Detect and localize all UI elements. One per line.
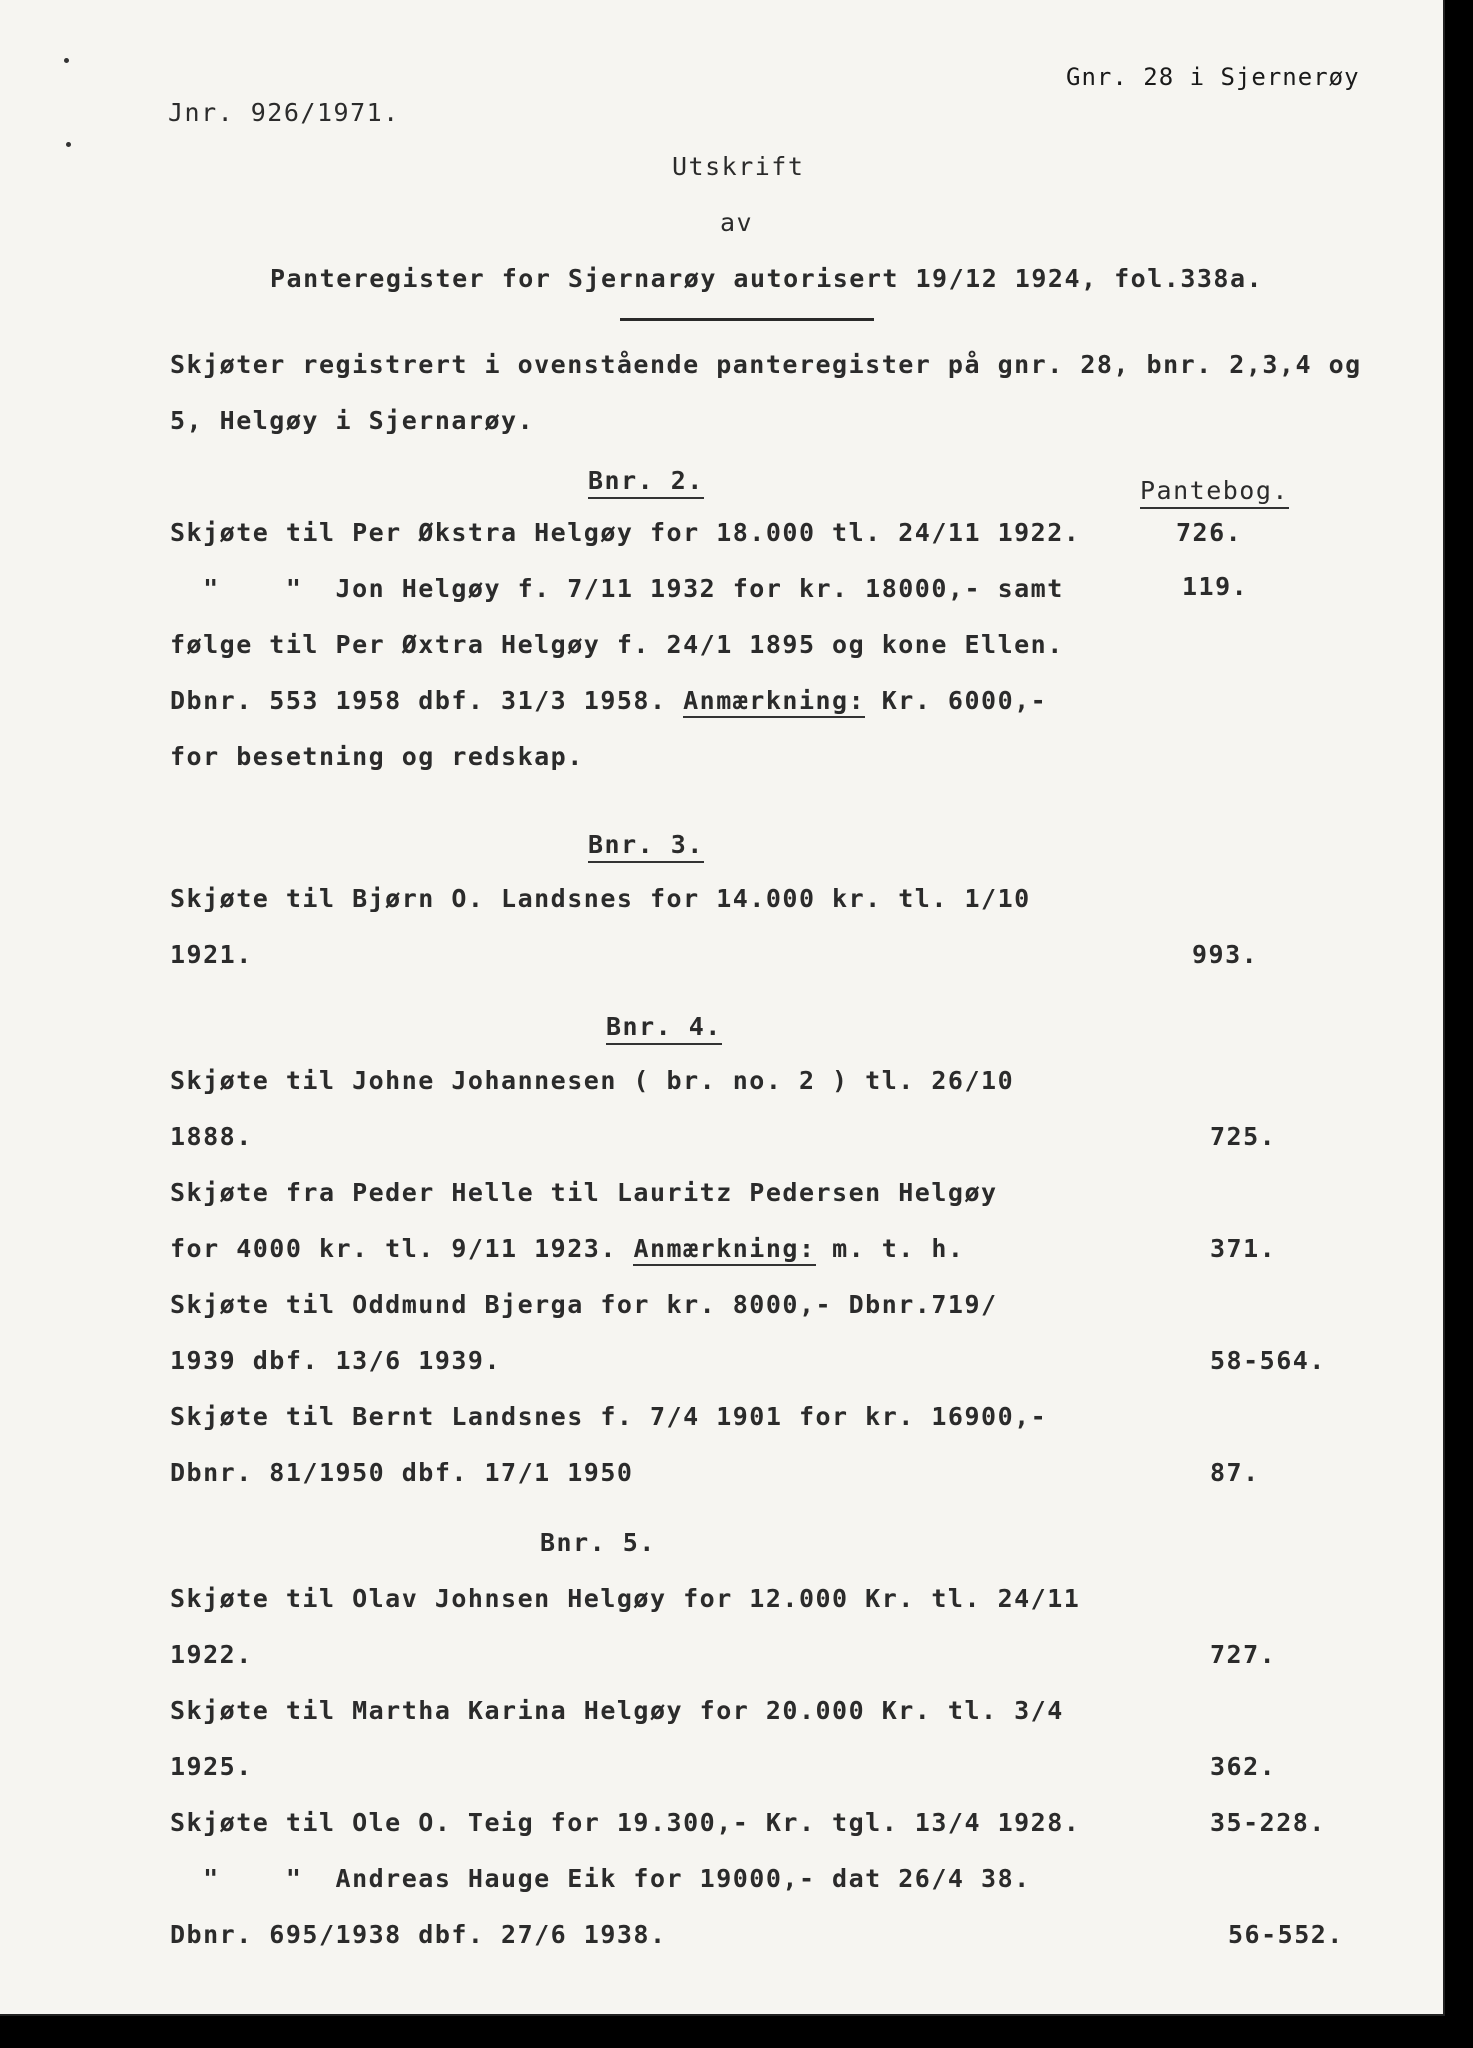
bnr-2-line-3: følge til Per Øxtra Helgøy f. 24/1 1895 og kone Ellen. [170, 630, 1064, 659]
bnr-4-line-4 [170, 1234, 964, 1264]
bnr-2-line-4-text: Dbnr. 553 1958 dbf. 31/3 1958. [170, 686, 684, 715]
title-av: av [720, 208, 754, 237]
bnr-5-ref-1: 727. [1210, 1640, 1277, 1669]
bnr-4-heading: Bnr. 4. [606, 1012, 722, 1045]
bnr-3-ref-1: 993. [1192, 940, 1259, 969]
bnr-4-ref-3: 58-564. [1210, 1346, 1326, 1375]
bnr-2-line-1: Skjøte til Per Økstra Helgøy for 18.000 tl. 24/11 1922. [170, 518, 1081, 547]
bnr-5-heading: Bnr. 5. [540, 1528, 656, 1557]
title-register: Panteregister for Sjernarøy autorisert 19/12 1924, fol.338a. [270, 264, 1264, 293]
bnr-2-heading: Bnr. 2. [588, 466, 704, 499]
bnr-5-ref-2: 362. [1210, 1752, 1277, 1781]
ink-speck [64, 58, 69, 63]
bnr-2-ref-2: 119. [1182, 572, 1249, 601]
bnr-5-line-4: 1925. [170, 1752, 253, 1781]
header-right: Gnr. 28 i Sjernerøy [1066, 63, 1360, 91]
bnr-5-line-1: Skjøte til Olav Johnsen Helgøy for 12.000 Kr. tl. 24/11 [170, 1584, 1081, 1613]
ink-speck [66, 142, 71, 147]
bnr-2-line-4 [170, 686, 1047, 716]
bnr-4-line-4-text: for 4000 kr. tl. 9/11 1923. [170, 1234, 634, 1263]
bnr-4-ref-4: 87. [1210, 1458, 1260, 1487]
bnr-4-anmerkning-label: Anmærkning: [633, 1234, 815, 1266]
bnr-5-line-7: Dbnr. 695/1938 dbf. 27/6 1938. [170, 1920, 667, 1949]
bnr-3-line-2: 1921. [170, 940, 253, 969]
journal-number: Jnr. 926/1971. [168, 98, 400, 127]
bnr-2-anmerkning-text: Kr. 6000,- [865, 686, 1048, 715]
bnr-3-heading: Bnr. 3. [588, 830, 704, 863]
bnr-3-line-1: Skjøte til Bjørn O. Landsnes for 14.000 kr. tl. 1/10 [170, 884, 1031, 913]
bnr-5-ref-4: 56-552. [1228, 1920, 1344, 1949]
bnr-2-anmerkning-label: Anmærkning: [683, 686, 865, 718]
title-rule [620, 318, 874, 321]
bnr-5-line-6: " " Andreas Hauge Eik for 19000,- dat 26/4 38. [170, 1864, 1031, 1893]
bnr-4-line-8: Dbnr. 81/1950 dbf. 17/1 1950 [170, 1458, 634, 1487]
bnr-4-line-5: Skjøte til Oddmund Bjerga for kr. 8000,- Dbnr.719/ [170, 1290, 998, 1319]
bnr-4-ref-1: 725. [1210, 1122, 1277, 1151]
bnr-5-ref-3: 35-228. [1210, 1808, 1326, 1837]
bnr-4-line-1: Skjøte til Johne Johannesen ( br. no. 2 ) tl. 26/10 [170, 1066, 1015, 1095]
bnr-2-line-5: for besetning og redskap. [170, 742, 584, 771]
bnr-4-anmerkning-text: m. t. h. [815, 1234, 965, 1263]
bnr-5-line-3: Skjøte til Martha Karina Helgøy for 20.000 Kr. tl. 3/4 [170, 1696, 1064, 1725]
pantebog-header: Pantebog. [1140, 476, 1289, 509]
bnr-2-line-2: " " Jon Helgøy f. 7/11 1932 for kr. 18000,- samt [170, 574, 1064, 603]
bnr-4-line-6: 1939 dbf. 13/6 1939. [170, 1346, 502, 1375]
bnr-2-ref-1: 726. [1176, 518, 1243, 547]
bnr-4-line-2: 1888. [170, 1122, 253, 1151]
bnr-4-line-3: Skjøte fra Peder Helle til Lauritz Pedersen Helgøy [170, 1178, 998, 1207]
intro-line-2: 5, Helgøy i Sjernarøy. [170, 406, 535, 435]
bnr-4-ref-2: 371. [1210, 1234, 1277, 1263]
title-utskrift: Utskrift [672, 152, 805, 181]
bnr-4-line-7: Skjøte til Bernt Landsnes f. 7/4 1901 for kr. 16900,- [170, 1402, 1048, 1431]
bnr-5-line-2: 1922. [170, 1640, 253, 1669]
intro-line-1: Skjøter registrert i ovenstående panteregister på gnr. 28, bnr. 2,3,4 og [170, 350, 1362, 379]
bnr-5-line-5: Skjøte til Ole O. Teig for 19.300,- Kr. tgl. 13/4 1928. [170, 1808, 1081, 1837]
